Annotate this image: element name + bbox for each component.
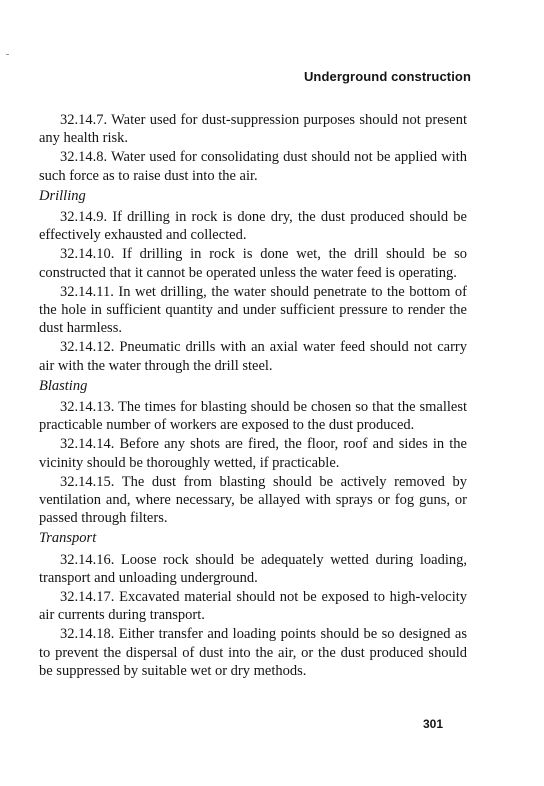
running-head: Underground construction <box>303 69 471 84</box>
section-heading: Transport <box>39 530 97 547</box>
paragraph: 32.14.13. The times for blasting should be chosen so that the smallest practicable number of workers are exposed to the dust produced. <box>39 399 467 434</box>
paragraph: 32.14.10. If drilling in rock is done wet, the drill should be so constructed that it cannot be operated unless the water feed is operating. <box>39 246 467 281</box>
paragraph: 32.14.18. Either transfer and loading points should be so designed as to prevent the dispersal of dust into the air, or the dust produced should be suppressed by suitable wet or dry methods. <box>39 626 467 679</box>
paragraph: 32.14.7. Water used for dust-suppression purposes should not present any health risk. <box>39 112 467 147</box>
paragraph: 32.14.14. Before any shots are fired, the floor, roof and sides in the vicinity should be thoroughly wetted, if practicable. <box>39 436 467 471</box>
page-number: 301 <box>423 717 444 731</box>
paragraph: 32.14.17. Excavated material should not be exposed to high-velocity air currents during transport. <box>39 589 467 624</box>
paragraph: 32.14.8. Water used for consolidating dust should not be applied with such force as to raise dust into the air. <box>39 149 467 184</box>
section-heading: Drilling <box>39 187 86 204</box>
paragraph: 32.14.12. Pneumatic drills with an axial water feed should not carry air with the water through the drill steel. <box>39 339 467 374</box>
paragraph: 32.14.11. In wet drilling, the water should penetrate to the bottom of the hole in sufficient quantity and under sufficient pressure to render the dust harmless. <box>39 283 467 337</box>
paragraph: 32.14.15. The dust from blasting should be actively removed by ventilation and, where necessary, be allayed with sprays or fog guns, or passed through filters. <box>39 473 467 527</box>
paragraph: 32.14.16. Loose rock should be adequately wetted during loading, transport and unloading underground. <box>39 551 467 586</box>
body-text <box>39 111 467 681</box>
section-heading: Blasting <box>39 377 88 394</box>
paragraph: 32.14.9. If drilling in rock is done dry, the dust produced should be effectively exhausted and collected. <box>39 209 467 244</box>
scan-mark <box>6 54 9 55</box>
